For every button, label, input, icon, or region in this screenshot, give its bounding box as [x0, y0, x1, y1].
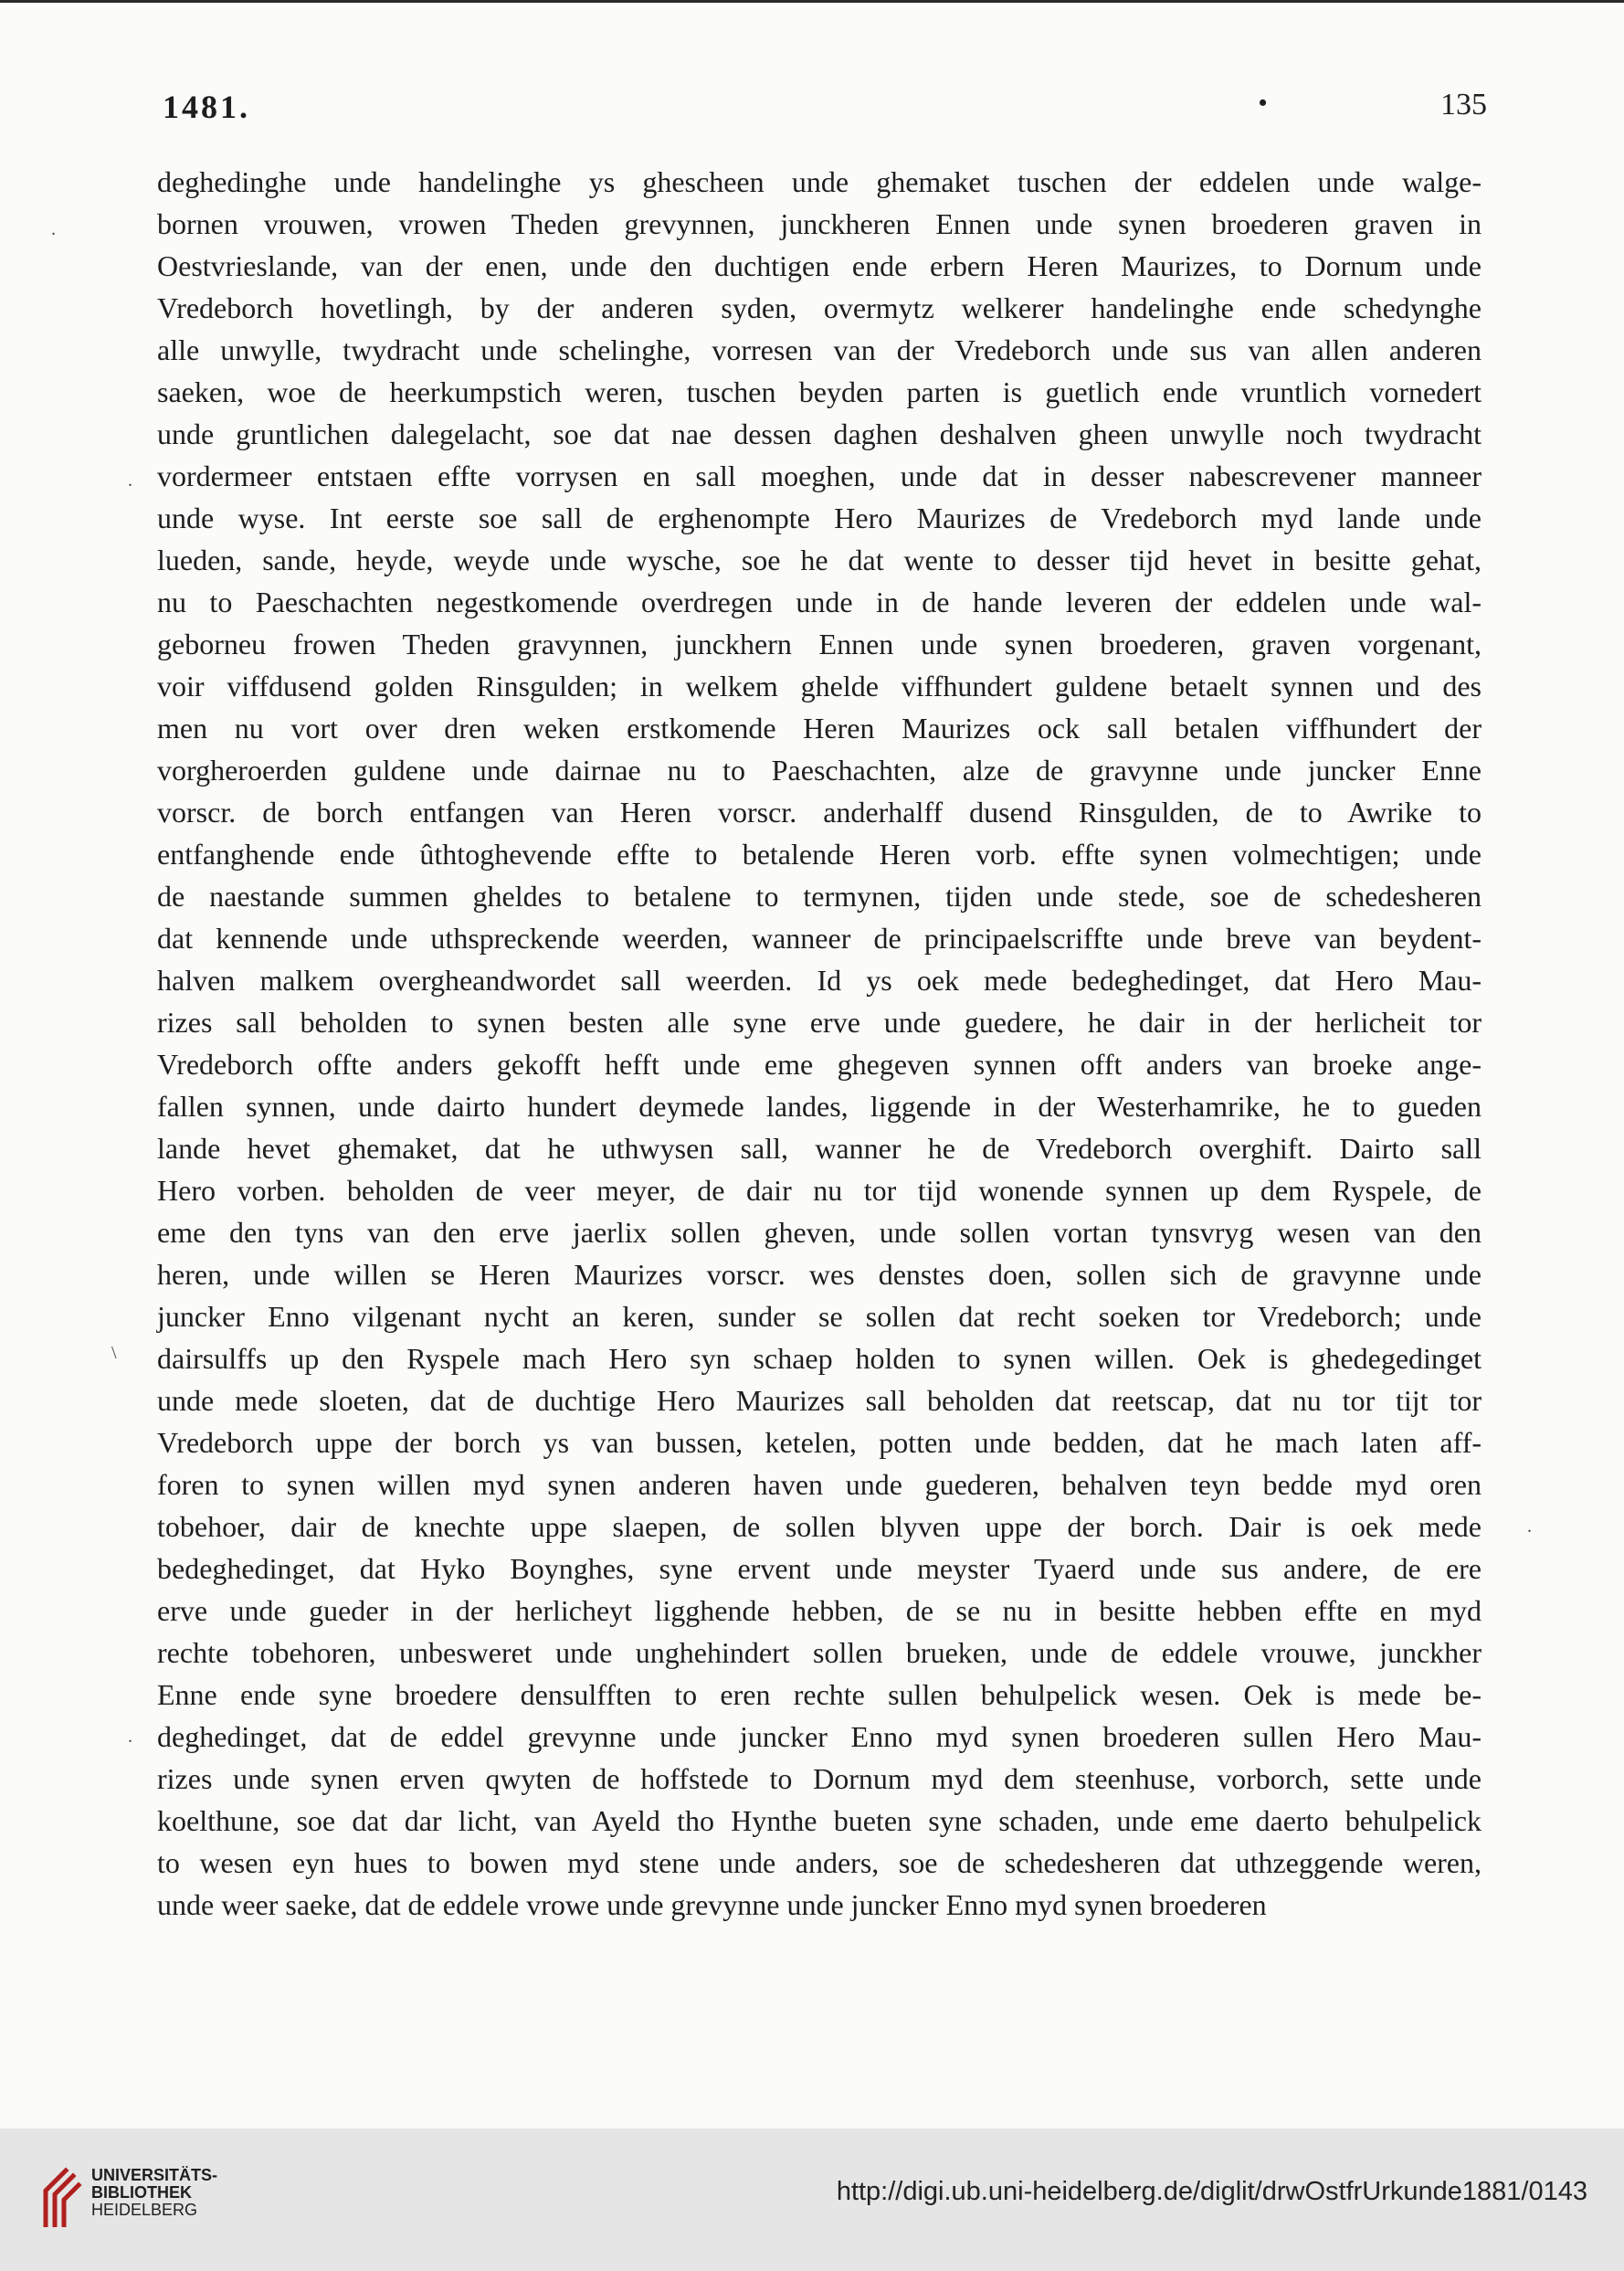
source-url-link[interactable]: http://digi.ub.uni-heidelberg.de/diglit/drwOstfrUrkunde1881/0143 — [836, 2177, 1587, 2206]
library-name — [91, 2167, 217, 2219]
text-line: heren, unde willen se Heren Maurizes vorscr. wes denstes doen, sollen sich de gravynne unde — [157, 1258, 1482, 1291]
text-line: nu to Paeschachten negestkomende overdregen unde in de hande leveren der eddelen unde wal- — [157, 586, 1482, 618]
text-line: bedeghedinget, dat Hyko Boynghes, syne ervent unde meyster Tyaerd unde sus andere, de ere — [157, 1552, 1482, 1585]
text-line: voir viffdusend golden Rinsgulden; in welkem ghelde viffhundert guldene betaelt synnen und des — [157, 670, 1482, 702]
text-line: koelthune, soe dat dar licht, van Ayeld tho Hynthe bueten syne schaden, unde eme daerto behulpelick — [157, 1804, 1482, 1837]
text-line: rechte tobehoren, unbesweret unde unghehindert sollen brueken, unde de eddele vrouwe, junckher — [157, 1636, 1482, 1669]
text-line: unde gruntlichen dalegelacht, soe dat nae dessen daghen deshalven gheen unwylle noch twydracht — [157, 417, 1482, 450]
text-line: deghedinghe unde handelinghe ys ghescheen unde ghemaket tuschen der eddelen unde walge- — [157, 165, 1482, 198]
library-name-line: HEIDELBERG — [91, 2201, 198, 2219]
text-line: rizes unde synen erven qwyten de hoffstede to Dornum myd dem steenhuse, vorborch, sette unde — [157, 1762, 1482, 1795]
text-line: unde weer saeke, dat de eddele vrowe unde grevynne unde juncker Enno myd synen broederen — [157, 1888, 1267, 1921]
text-line: juncker Enno vilgenant nycht an keren, sunder se sollen dat recht soeken tor Vredeborch; unde — [157, 1300, 1482, 1333]
margin-dot: . — [1527, 1516, 1532, 1537]
text-line: vordermeer entstaen effte vorrysen en sall moeghen, unde dat in desser nabescrevener manneer — [157, 459, 1482, 492]
text-line: rizes sall beholden to synen besten alle syne erve unde guedere, he dair in der herlicheit tor — [157, 1006, 1482, 1039]
text-line: to wesen eyn hues to bowen myd stene unde anders, soe de schedesheren dat uthzeggende weren, — [157, 1846, 1482, 1879]
text-line: men nu vort over dren weken erstkomende Heren Maurizes ock sall betalen viffhundert der — [157, 712, 1482, 745]
text-line: dat kennende unde uthspreckende weerden, wanneer de principaelscriffte unde breve van beydent- — [157, 922, 1482, 955]
page-header — [163, 88, 1487, 143]
document-body — [157, 161, 1482, 1926]
margin-dot: . — [51, 219, 56, 239]
text-line: dairsulffs up den Ryspele mach Hero syn schaep holden to synen willen. Oek is ghedegedinget — [157, 1342, 1482, 1375]
text-line: vorscr. de borch entfangen van Heren vorscr. anderhalff dusend Rinsgulden, de to Awrike to — [157, 796, 1482, 829]
text-line: alle unwylle, twydracht unde schelinghe, vorresen van der Vredeborch unde sus van allen anderen — [157, 333, 1482, 366]
text-line: lande hevet ghemaket, dat he uthwysen sall, wanner he de Vredeborch overghift. Dairto sall — [157, 1132, 1482, 1165]
text-line: Vredeborch offte anders gekofft hefft unde eme ghegeven synnen offt anders van broeke ange- — [157, 1048, 1482, 1081]
text-line: erve unde gueder in der herlicheyt ligghende hebben, de se nu in besitte hebben effte en myd — [157, 1594, 1482, 1627]
text-line: Vredeborch hovetlingh, by der anderen syden, overmytz welkerer handelinghe ende schedynghe — [157, 291, 1482, 324]
text-line: unde wyse. Int eerste soe sall de erghenompte Hero Maurizes de Vredeborch myd lande unde — [157, 502, 1482, 534]
header-mark: • — [1259, 90, 1268, 116]
text-line: saeken, woe de heerkumpstich weren, tuschen beyden parten is guetlich ende vruntlich vornedert — [157, 375, 1482, 408]
margin-dot: . — [128, 1727, 132, 1747]
header-year: 1481. — [163, 89, 250, 125]
margin-dot: . — [128, 470, 132, 491]
text-line: Oestvrieslande, van der enen, unde den duchtigen ende erbern Heren Maurizes, to Dornum unde — [157, 249, 1482, 282]
text-line: Hero vorben. beholden de veer meyer, de dair nu tor tijd wonende synnen up dem Ryspele, de — [157, 1174, 1482, 1207]
text-line: Vredeborch uppe der borch ys van bussen, ketelen, potten unde bedden, dat he mach laten aff- — [157, 1426, 1482, 1459]
text-line: geborneu frowen Theden gravynnen, junckhern Ennen unde synen broederen, graven vorgenant, — [157, 628, 1482, 660]
text-line: tobehoer, dair de knechte uppe slaepen, de sollen blyven uppe der borch. Dair is oek mede — [157, 1510, 1482, 1543]
top-edge-rule — [0, 0, 1624, 3]
margin-backslash: \ — [111, 1343, 117, 1363]
text-line: fallen synnen, unde dairto hundert deymede landes, liggende in der Westerhamrike, he to gueden — [157, 1090, 1482, 1123]
page-number: 135 — [1440, 88, 1487, 121]
text-line: entfanghende ende ûthtoghevende effte to betalende Heren vorb. effte synen volmechtigen; unde — [157, 838, 1482, 871]
library-footer — [0, 2128, 1624, 2271]
text-line: deghedinget, dat de eddel grevynne unde juncker Enno myd synen broederen sullen Hero Mau- — [157, 1720, 1482, 1753]
text-line: de naestande summen gheldes to betalene to termynen, tijden unde stede, soe de schedesheren — [157, 880, 1482, 913]
text-line: unde mede sloeten, dat de duchtige Hero Maurizes sall beholden dat reetscap, dat nu tor tijt tor — [157, 1384, 1482, 1417]
text-line: eme den tyns van den erve jaerlix sollen gheven, unde sollen vortan tynsvryg wesen van den — [157, 1216, 1482, 1249]
library-name-line: BIBLIOTHEK — [91, 2183, 192, 2202]
library-name-line: UNIVERSITÄTS- — [91, 2166, 218, 2184]
text-line: Enne ende syne broedere densulfften to eren rechte sullen behulpelick wesen. Oek is mede be- — [157, 1678, 1482, 1711]
text-line: bornen vrouwen, vrowen Theden grevynnen, junckheren Ennen unde synen broederen graven in — [157, 207, 1482, 240]
text-line: foren to synen willen myd synen anderen haven unde guederen, behalven teyn bedde myd oren — [157, 1468, 1482, 1501]
library-logo-icon — [38, 2163, 82, 2227]
text-line: halven malkem overgheandwordet sall weerden. Id ys oek mede bedeghedinget, dat Hero Mau- — [157, 964, 1482, 997]
text-line: vorgheroerden guldene unde dairnae nu to Paeschachten, alze de gravynne unde juncker Enne — [157, 754, 1482, 787]
text-line: lueden, sande, heyde, weyde unde wysche, soe he dat wente to desser tijd hevet in besitte gehat, — [157, 544, 1482, 576]
